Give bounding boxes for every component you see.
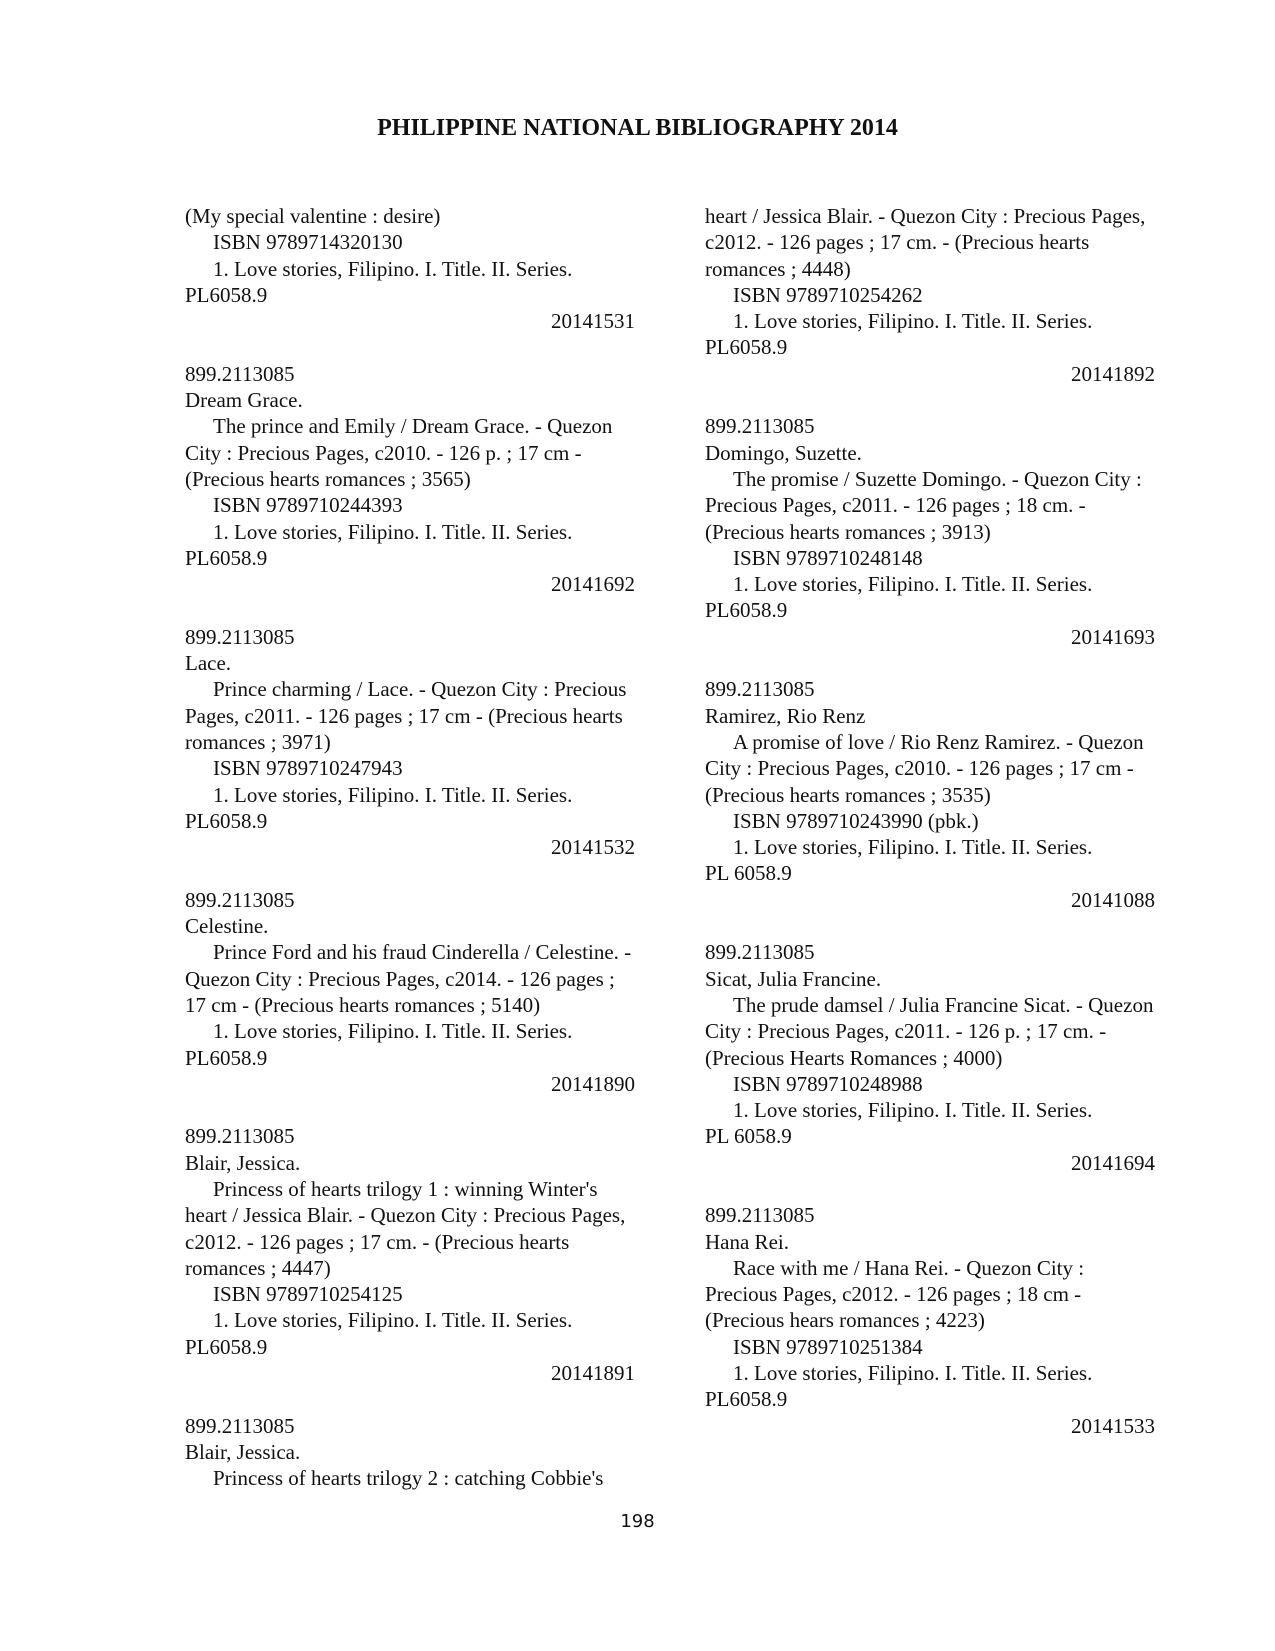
entry-separator (185, 860, 655, 886)
entry-line: 1. Love stories, Filipino. I. Title. II. Series. (733, 1098, 1093, 1123)
entry-line: PL6058.9 (185, 808, 268, 833)
entry-line: Race with me / Hana Rei. - Quezon City : (733, 1255, 1085, 1280)
entry-line: Princess of hearts trilogy 2 : catching Cobbie's (213, 1466, 604, 1491)
entry-line: romances ; 3971) (185, 729, 331, 754)
page-title: PHILIPPINE NATIONAL BIBLIOGRAPHY 2014 (377, 115, 898, 141)
entry-line: City : Precious Pages, c2010. - 126 p. ; 17 cm - (185, 440, 582, 465)
entry-line: 899.2113085 (185, 1413, 295, 1438)
entry-line: A promise of love / Rio Renz Ramirez. - Quezon (733, 729, 1144, 754)
record-number: 20141892 (1071, 361, 1155, 386)
entry-line: PL 6058.9 (705, 1124, 792, 1149)
entry-separator (705, 1176, 1175, 1202)
entry-line: (Precious hearts romances ; 3565) (185, 466, 471, 491)
entry-line: c2012. - 126 pages ; 17 cm. - (Precious hearts (705, 230, 1090, 255)
entry-line: 899.2113085 (705, 1203, 815, 1228)
entry-line: 899.2113085 (705, 940, 815, 965)
record-number: 20141890 (551, 1071, 635, 1096)
entry-line: 1. Love stories, Filipino. I. Title. II. Series. (733, 309, 1093, 334)
right-column (705, 203, 1175, 1439)
entry-line: PL6058.9 (705, 598, 788, 623)
entry-line: romances ; 4447) (185, 1255, 331, 1280)
entry-line: Celestine. (185, 914, 269, 939)
entry-line: 899.2113085 (705, 414, 815, 439)
entry-line: ISBN 9789710247943 (213, 756, 403, 781)
entry-line: The promise / Suzette Domingo. - Quezon City : (733, 466, 1142, 491)
entry-line: (Precious hearts romances ; 3535) (705, 782, 991, 807)
entry-line: Princess of hearts trilogy 1 : winning Winter's (213, 1176, 598, 1201)
entry-line: 1. Love stories, Filipino. I. Title. II. Series. (213, 256, 573, 281)
entry-line: heart / Jessica Blair. - Quezon City : Precious Pages, (185, 1203, 626, 1228)
entry-line: Domingo, Suzette. (705, 440, 862, 465)
entry-line: City : Precious Pages, c2010. - 126 pages ; 17 cm - (705, 756, 1134, 781)
entry-line: 1. Love stories, Filipino. I. Title. II. Series. (213, 519, 573, 544)
entry-line: ISBN 9789710254125 (213, 1282, 403, 1307)
entry-line: 899.2113085 (185, 361, 295, 386)
entry-line: ISBN 9789710244393 (213, 493, 403, 518)
entry-line: Hana Rei. (705, 1229, 789, 1254)
entry-line: (Precious Hearts Romances ; 4000) (705, 1045, 1003, 1070)
entry-line: romances ; 4448) (705, 256, 851, 281)
entry-line: Precious Pages, c2012. - 126 pages ; 18 cm - (705, 1282, 1082, 1307)
entry-line: 1. Love stories, Filipino. I. Title. II. Series. (733, 572, 1093, 597)
entry-line: PL 6058.9 (705, 861, 792, 886)
entry-separator (185, 334, 655, 360)
entry-line: 899.2113085 (185, 887, 295, 912)
entry-line: (Precious hears romances ; 4223) (705, 1308, 985, 1333)
entry-line: Ramirez, Rio Renz (705, 703, 866, 728)
entry-line: 1. Love stories, Filipino. I. Title. II. Series. (213, 1019, 573, 1044)
entry-line: City : Precious Pages, c2011. - 126 p. ; 17 cm. - (705, 1019, 1107, 1044)
record-number: 20141694 (1071, 1150, 1155, 1175)
entry-line: PL6058.9 (705, 1387, 788, 1412)
page-number: 198 (620, 1511, 655, 1532)
entry-line: Quezon City : Precious Pages, c2014. - 126 pages ; (185, 966, 615, 991)
entry-line: Blair, Jessica. (185, 1439, 301, 1464)
entry-line: ISBN 9789710243990 (pbk.) (733, 808, 979, 833)
record-number: 20141891 (551, 1361, 635, 1386)
entry-line: The prince and Emily / Dream Grace. - Quezon (213, 414, 613, 439)
entry-line: ISBN 9789710251384 (733, 1334, 923, 1359)
record-number: 20141531 (551, 309, 635, 334)
entry-line: Sicat, Julia Francine. (705, 966, 882, 991)
entry-line: Prince Ford and his fraud Cinderella / Celestine. - (213, 940, 632, 965)
entry-line: ISBN 9789710254262 (733, 282, 923, 307)
record-number: 20141533 (1071, 1413, 1155, 1438)
entry-line: ISBN 9789714320130 (213, 230, 403, 255)
entry-line: Dream Grace. (185, 388, 303, 413)
entry-line: ISBN 9789710248148 (733, 545, 923, 570)
entry-line: ISBN 9789710248988 (733, 1071, 923, 1096)
entry-line: The prude damsel / Julia Francine Sicat. - Quezon (733, 992, 1154, 1017)
entry-line: PL6058.9 (185, 1045, 268, 1070)
entry-line: PL6058.9 (705, 335, 788, 360)
record-number: 20141532 (551, 835, 635, 860)
entry-line: (My special valentine : desire) (185, 204, 441, 228)
entry-line: 1. Love stories, Filipino. I. Title. II. Series. (213, 1308, 573, 1333)
entry-separator (185, 1097, 655, 1123)
entry-line: 17 cm - (Precious hearts romances ; 5140) (185, 992, 541, 1017)
entry-line: 899.2113085 (185, 624, 295, 649)
entry-separator (705, 387, 1175, 413)
entry-line: PL6058.9 (185, 1334, 268, 1359)
entry-line: 1. Love stories, Filipino. I. Title. II. Series. (213, 782, 573, 807)
entry-separator (705, 913, 1175, 939)
record-number: 20141693 (1071, 624, 1155, 649)
entry-line: heart / Jessica Blair. - Quezon City : Precious Pages, (705, 204, 1146, 228)
entry-line: 1. Love stories, Filipino. I. Title. II. Series. (733, 835, 1093, 860)
entry-line: c2012. - 126 pages ; 17 cm. - (Precious hearts (185, 1229, 570, 1254)
entry-line: 1. Love stories, Filipino. I. Title. II. Series. (733, 1361, 1093, 1386)
entry-line: Prince charming / Lace. - Quezon City : Precious (213, 677, 627, 702)
record-number: 20141692 (551, 572, 635, 597)
entry-line: Blair, Jessica. (185, 1150, 301, 1175)
entry-line: 899.2113085 (705, 677, 815, 702)
entry-line: Pages, c2011. - 126 pages ; 17 cm - (Precious hearts (185, 703, 623, 728)
entry-line: Precious Pages, c2011. - 126 pages ; 18 cm. - (705, 493, 1086, 518)
entry-separator (705, 650, 1175, 676)
entry-line: 899.2113085 (185, 1124, 295, 1149)
left-column (185, 203, 655, 1492)
entry-line: PL6058.9 (185, 282, 268, 307)
entry-line: (Precious hearts romances ; 3913) (705, 519, 991, 544)
entry-separator (185, 597, 655, 623)
entry-line: PL6058.9 (185, 545, 268, 570)
entry-line: Lace. (185, 651, 232, 676)
entry-separator (185, 1386, 655, 1412)
record-number: 20141088 (1071, 887, 1155, 912)
